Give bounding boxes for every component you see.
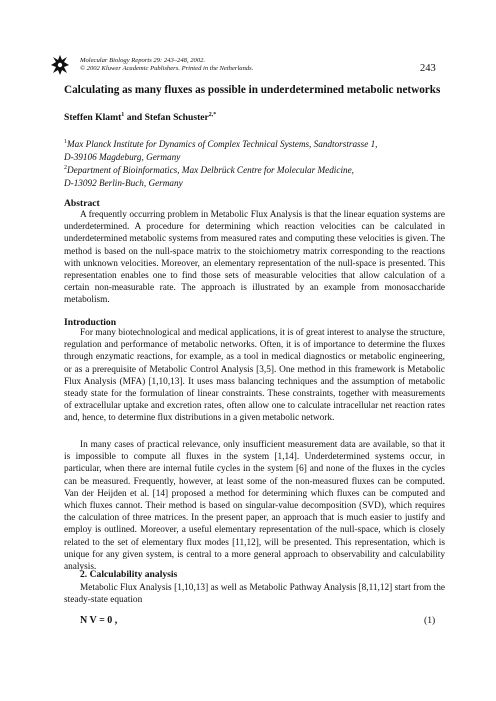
- author-affiliation-marker: 1: [121, 112, 125, 118]
- author-joiner: and: [124, 112, 145, 124]
- equation: N V = 0 ,: [80, 615, 118, 626]
- section-heading: 2. Calculability analysis: [80, 569, 178, 580]
- abstract-heading: Abstract: [64, 198, 100, 209]
- affiliation-marker: 1: [64, 139, 67, 145]
- page-number: 243: [420, 63, 436, 74]
- affiliation-line: Max Planck Institute for Dynamics of Complex Technical Systems, Sandtorstrasse 1,: [67, 139, 378, 150]
- equation-number: (1): [424, 615, 436, 626]
- affiliation-line: D-39106 Magdeburg, Germany: [64, 151, 181, 162]
- affiliation: [64, 162, 444, 189]
- paper-title: Calculating as many fluxes as possible in underdetermined metabolic networks: [64, 84, 441, 96]
- journal-info: [80, 57, 253, 74]
- section-paragraph: Metabolic Flux Analysis [1,10,13] as well as Metabolic Pathway Analysis [8,11,12] start from the steady-state equation: [64, 583, 445, 606]
- affiliation-marker: 2: [64, 165, 67, 171]
- introduction-paragraph: In many cases of practical relevance, only insufficient measurement data are available, so that it is impossible to compute all fluxes in the system [1,14]. Underdetermined systems occur, in particular, when there are internal futile cycles in the system [6] and none of the fluxes in the cycles can be measured. Frequently, however, at least some of the non-measured fluxes can be computed. Van der Heijden et al. [14] proposed a method for determining which fluxes can be computed and which fluxes cannot. Their method is based on singular-value decomposition (SVD), which requires the calculation of three matrices. In the present paper, an approach that is much easier to justify and employ is outlined. Moreover, a useful elementary representation of the null-space, which is closely related to the set of elementary flux modes [11,12], will be presented. This representation, which is unique for any given system, is central to a more general approach to observability and calculability analysis.: [64, 440, 445, 573]
- abstract-text: A frequently occurring problem in Metabolic Flux Analysis is that the linear equation systems are underdetermined. A procedure for determining which reaction velocities can be calculated in underdetermined metabolic systems from measured rates and computing these velocities is given. The method is based on the null-space matrix to the stoichiometry matrix corresponding to the reactions with unknown velocities. Moreover, an elementary representation of the null-space is presented. This representation enables one to find those sets of measurable velocities that allow calculation of a certain non-measurable rate. The approach is illustrated by an example from monosaccharide metabolism.: [64, 210, 445, 306]
- publisher-logo-icon: [50, 54, 70, 76]
- author-name: Steffen Klamt: [64, 112, 122, 124]
- copyright-line: © 2002 Kluwer Academic Publishers. Printed in the Netherlands.: [80, 65, 254, 73]
- introduction-heading: Introduction: [64, 317, 117, 328]
- author-affiliation-marker: 2,*: [208, 112, 217, 118]
- authors: [64, 112, 216, 123]
- affiliation-line: Department of Bioinformatics, Max Delbrück Centre for Molecular Medicine,: [67, 165, 354, 176]
- affiliation: [64, 136, 444, 163]
- journal-citation: Molecular Biology Reports 29: 243–248, 2002.: [80, 57, 206, 64]
- affiliation-line: D-13092 Berlin-Buch, Germany: [64, 177, 183, 188]
- introduction-paragraph: For many biotechnological and medical applications, it is of great interest to analyse the structure, regulation and performance of metabolic networks. Often, it is of importance to determine the fluxes through enzymatic reactions, for example, as a tool in medical diagnostics or metabolic engineering, or as a prerequisite of Metabolic Control Analysis [3,5]. One method in this framework is Metabolic Flux Analysis (MFA) [1,10,13]. It uses mass balancing techniques and the assumption of metabolic steady state for the formulation of linear constraints. These constraints, together with measurements of extracellular uptake and excretion rates, often allow one to calculate intracellular net reaction rates and, hence, to determine flux distributions in a given metabolic network.: [64, 328, 445, 424]
- author-name: Stefan Schuster: [144, 112, 209, 124]
